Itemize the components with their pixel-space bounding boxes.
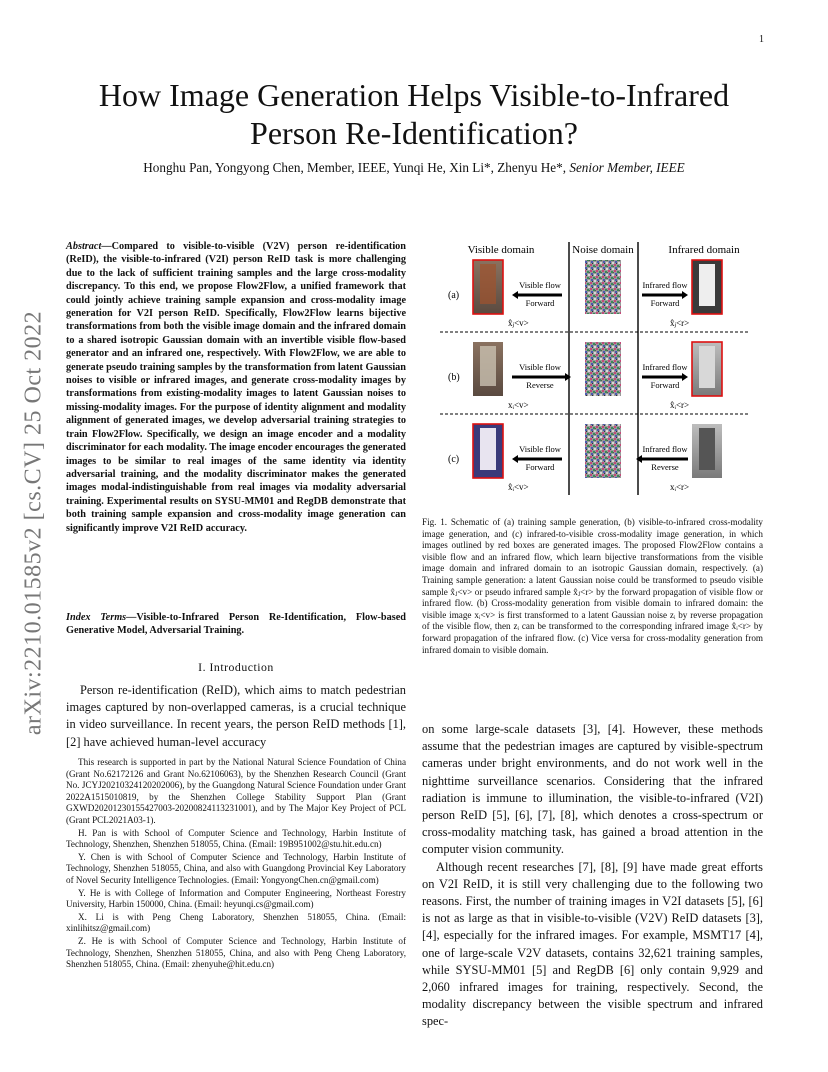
figure-row-c [448,424,722,492]
figure-1 [440,240,750,510]
right-paragraph-1: on some large-scale datasets [3], [4]. However, these methods assume that the pedestrian images are captured by visible-spectrum cameras under bright environments, and do not work well in the nighttime surveillance scenarios. Considering that the infrared radiation is immune to illumination, the visible-to-infrared (V2I) person ReID [5], [6], [7], [8], which denotes a cross-spectrum or cross-modality matching task, has gained a broad attention in the computer vision community. [422,722,763,857]
right-column-body [422,721,763,1031]
infrared-flow-label-c: Infrared flow [642,444,688,454]
footnotes [66,757,406,972]
visible-flow-dir-c: Forward [525,462,555,472]
right-paragraph-2: Although recent researches [7], [8], [9] have made great efforts on V2I ReID, it is still very challenging due to the following two reasons. First, the number of training images in V2I datasets [5], [6] is not as large as that in visible-to-visible (V2V) ReID datasets [3], [4], especially for the infrared images. For example, MSMT17 [4], one of large-scale V2V datasets, contains 32,621 training samples, while SYSU-MM01 [5] and RegDB [6] only contain 9,929 and 2,060 infrared images for training, respectively. Second, the modality discrepancy between the visible spectrum and infrared spec- [422,859,763,1029]
paper-title [70,76,758,152]
gaussian-noise-a [585,260,621,314]
authors-suffix: Senior Member, IEEE [569,160,685,175]
footnote-author-pan: H. Pan is with School of Computer Science and Technology, Harbin Institute of Technology, Shenzhen, Shenzhen 518055, China. (Email: 19B951002@stu.hit.edu.cn) [66,827,406,850]
gaussian-noise-b [585,342,621,396]
visible-flow-label-c: Visible flow [519,444,561,454]
person-silhouette [699,346,715,388]
visible-flow-dir-a: Forward [525,298,555,308]
figure-row-a [448,260,722,328]
row-tag-c: (c) [448,454,460,465]
footnote-author-li: X. Li is with Peng Cheng Laboratory, Shenzhen 518055, China. (Email: xinlihitsz@gmail.com) [66,911,406,934]
symbol-right-c: xᵢ<r> [670,482,690,492]
person-silhouette [480,264,496,304]
infrared-flow-label-a: Infrared flow [642,280,688,290]
index-terms-text: —Visible-to-Infrared Person Re-Identification, Flow-based Generative Model, Adversarial Training. [66,612,406,637]
index-terms-label: Index Terms [66,612,127,623]
index-terms [66,611,406,638]
abstract-label: Abstract [66,241,102,252]
footnote-author-chen: Y. Chen is with School of Computer Science and Technology, Harbin Institute of Technology, Shenzhen 518055, China, and also with Guangdong Provincial Key Laboratory of Novel Security Intelligence Technologies. (Email: YongyongChen.cn@gmail.com) [66,851,406,885]
abstract [66,240,406,535]
row-tag-b: (b) [448,372,460,383]
person-silhouette [480,346,496,386]
gaussian-noise-c [585,424,621,478]
figure-row-b [448,342,722,410]
footnote-funding: This research is supported in part by the National Natural Science Foundation of China (Grant No.62172126 and Grant No.62106063), by the Shenzhen Research Council (Grant No. JCYJ20210324120202006), by the Guangdong Natural Science Foundation under Grant 2022A1515010819, by the Shenzhen College Stability Support Plan (Grant GXWD20201230155427003-20200824113231001), and by The Major Key Project of PCL (Grant PCL2021A03-1). [66,757,406,825]
figure-1-caption: Fig. 1. Schematic of (a) training sample generation, (b) visible-to-infrared cross-modality image generation, and (c) infrared-to-visible cross-modality image generation, in which images outlined by red boxes are generated images. The proposed Flow2Flow contains a visible flow and an infrared flow, which learn bijective transformations from the visible image domain and infrared domain to an isotropic Gaussian domain, respectively. (a) Training sample generation: a latent Gaussian noise could be transformed to pseudo visible sample x̂ⱼ<v> or pseudo infrared sample x̂ⱼ<r> by the forward propagation of visible flow or infrared flow. (b) Cross-modality generation from visible domain to infrared domain: the visible image xᵢ<v> is first transformed to a latent Gaussian noise zᵢ by reverse propagation of the visible flow, then zᵢ can be transformed to the corresponding infrared image x̂ᵢ<r> by forward propagation of the infrared flow. (c) Vice versa for cross-modality generation from infrared domain to visible domain. [422,517,763,655]
visible-flow-dir-b: Reverse [526,380,554,390]
infrared-flow-dir-a: Forward [650,298,680,308]
author-list [70,160,758,176]
symbol-left-a: x̂ⱼ<v> [508,318,529,328]
person-silhouette [480,428,496,470]
symbol-left-b: xᵢ<v> [508,400,529,410]
footnote-author-he-zhenyu: Z. He is with School of Computer Science and Technology, Harbin Institute of Technology, Shenzhen, Shenzhen 518055, China, and also with Peng Cheng Laboratory, Shenzhen 518055, China. (Email: zhenyuhe@hit.edu.cn) [66,935,406,970]
domain-label-infrared: Infrared domain [668,244,740,256]
abstract-text: —Compared to visible-to-visible (V2V) person re-identification (ReID), the visible-to-infrared (V2I) person ReID task is more challenging due to the lack of sufficient training samples and the large cross-modality discrepancy. To this end, we propose Flow2Flow, a unified framework that could jointly achieve training sample expansion and cross-modality image generation for V2I person ReID. Specifically, Flow2Flow learns bijective transformations from both the visible image domain and the infrared domain to a shared isotropic Gaussian domain with an invertible visible flow-based generator and an infrared one, respectively. With Flow2Flow, we are able to generate pseudo training samples by the transformation from latent Gaussian noises to visible or infrared images, and generate cross-modality images by transformations from existing-modality images to latent Gaussian noises to missing-modality images. For the purpose of identity alignment and modality alignment of generated images, we develop adversarial training strategies to train Flow2Flow. Specifically, we design an image encoder and a modality discriminator for each modality. The image encoder encourages the generated images to be similar to real images of the same identity via identity adversarial training, and the modality discriminator makes the generated images modal-indistinguishable from real images via modality adversarial training. Experimental results on SYSU-MM01 and RegDB demonstrate that both training sample expansion and cross-modality image generation can significantly improve V2I ReID accuracy. [66,241,406,534]
title-line-1: How Image Generation Helps Visible-to-Infrared [98,77,730,113]
infrared-flow-dir-b: Forward [650,380,680,390]
intro-paragraph: Person re-identification (ReID), which aims to match pedestrian images captured by non-overlapped cameras, is a crucial technique in video surveillance. In recent years, the person ReID methods [1], [2] have achieved human-level accuracy [66,683,406,749]
infrared-flow-dir-c: Reverse [651,462,679,472]
visible-flow-label-b: Visible flow [519,362,561,372]
row-tag-a: (a) [448,290,460,301]
symbol-right-b: x̂ᵢ<r> [670,400,690,410]
arxiv-identifier-text: arXiv:2210.01585v2 [cs.CV] 25 Oct 2022 [20,310,47,736]
arxiv-identifier[interactable] [14,288,54,758]
person-silhouette [699,428,715,470]
visible-flow-label-a: Visible flow [519,280,561,290]
title-line-2: Person Re-Identification? [250,115,578,151]
authors-main: Honghu Pan, Yongyong Chen, Member, IEEE, Yunqi He, Xin Li*, Zhenyu He*, [143,160,570,175]
footnote-author-he-yunqi: Y. He is with College of Information and Computer Engineering, Northeast Forestry University, Harbin 150000, China. (Email: heyunqi.cs@gmail.com) [66,887,406,910]
symbol-right-a: x̂ⱼ<r> [670,318,690,328]
infrared-flow-label-b: Infrared flow [642,362,688,372]
section-heading-introduction: I. Introduction [198,660,274,674]
domain-label-noise: Noise domain [572,244,634,256]
symbol-left-c: x̂ᵢ<v> [508,482,529,492]
person-silhouette [699,264,715,306]
page-number: 1 [759,34,764,45]
domain-label-visible: Visible domain [467,244,535,256]
